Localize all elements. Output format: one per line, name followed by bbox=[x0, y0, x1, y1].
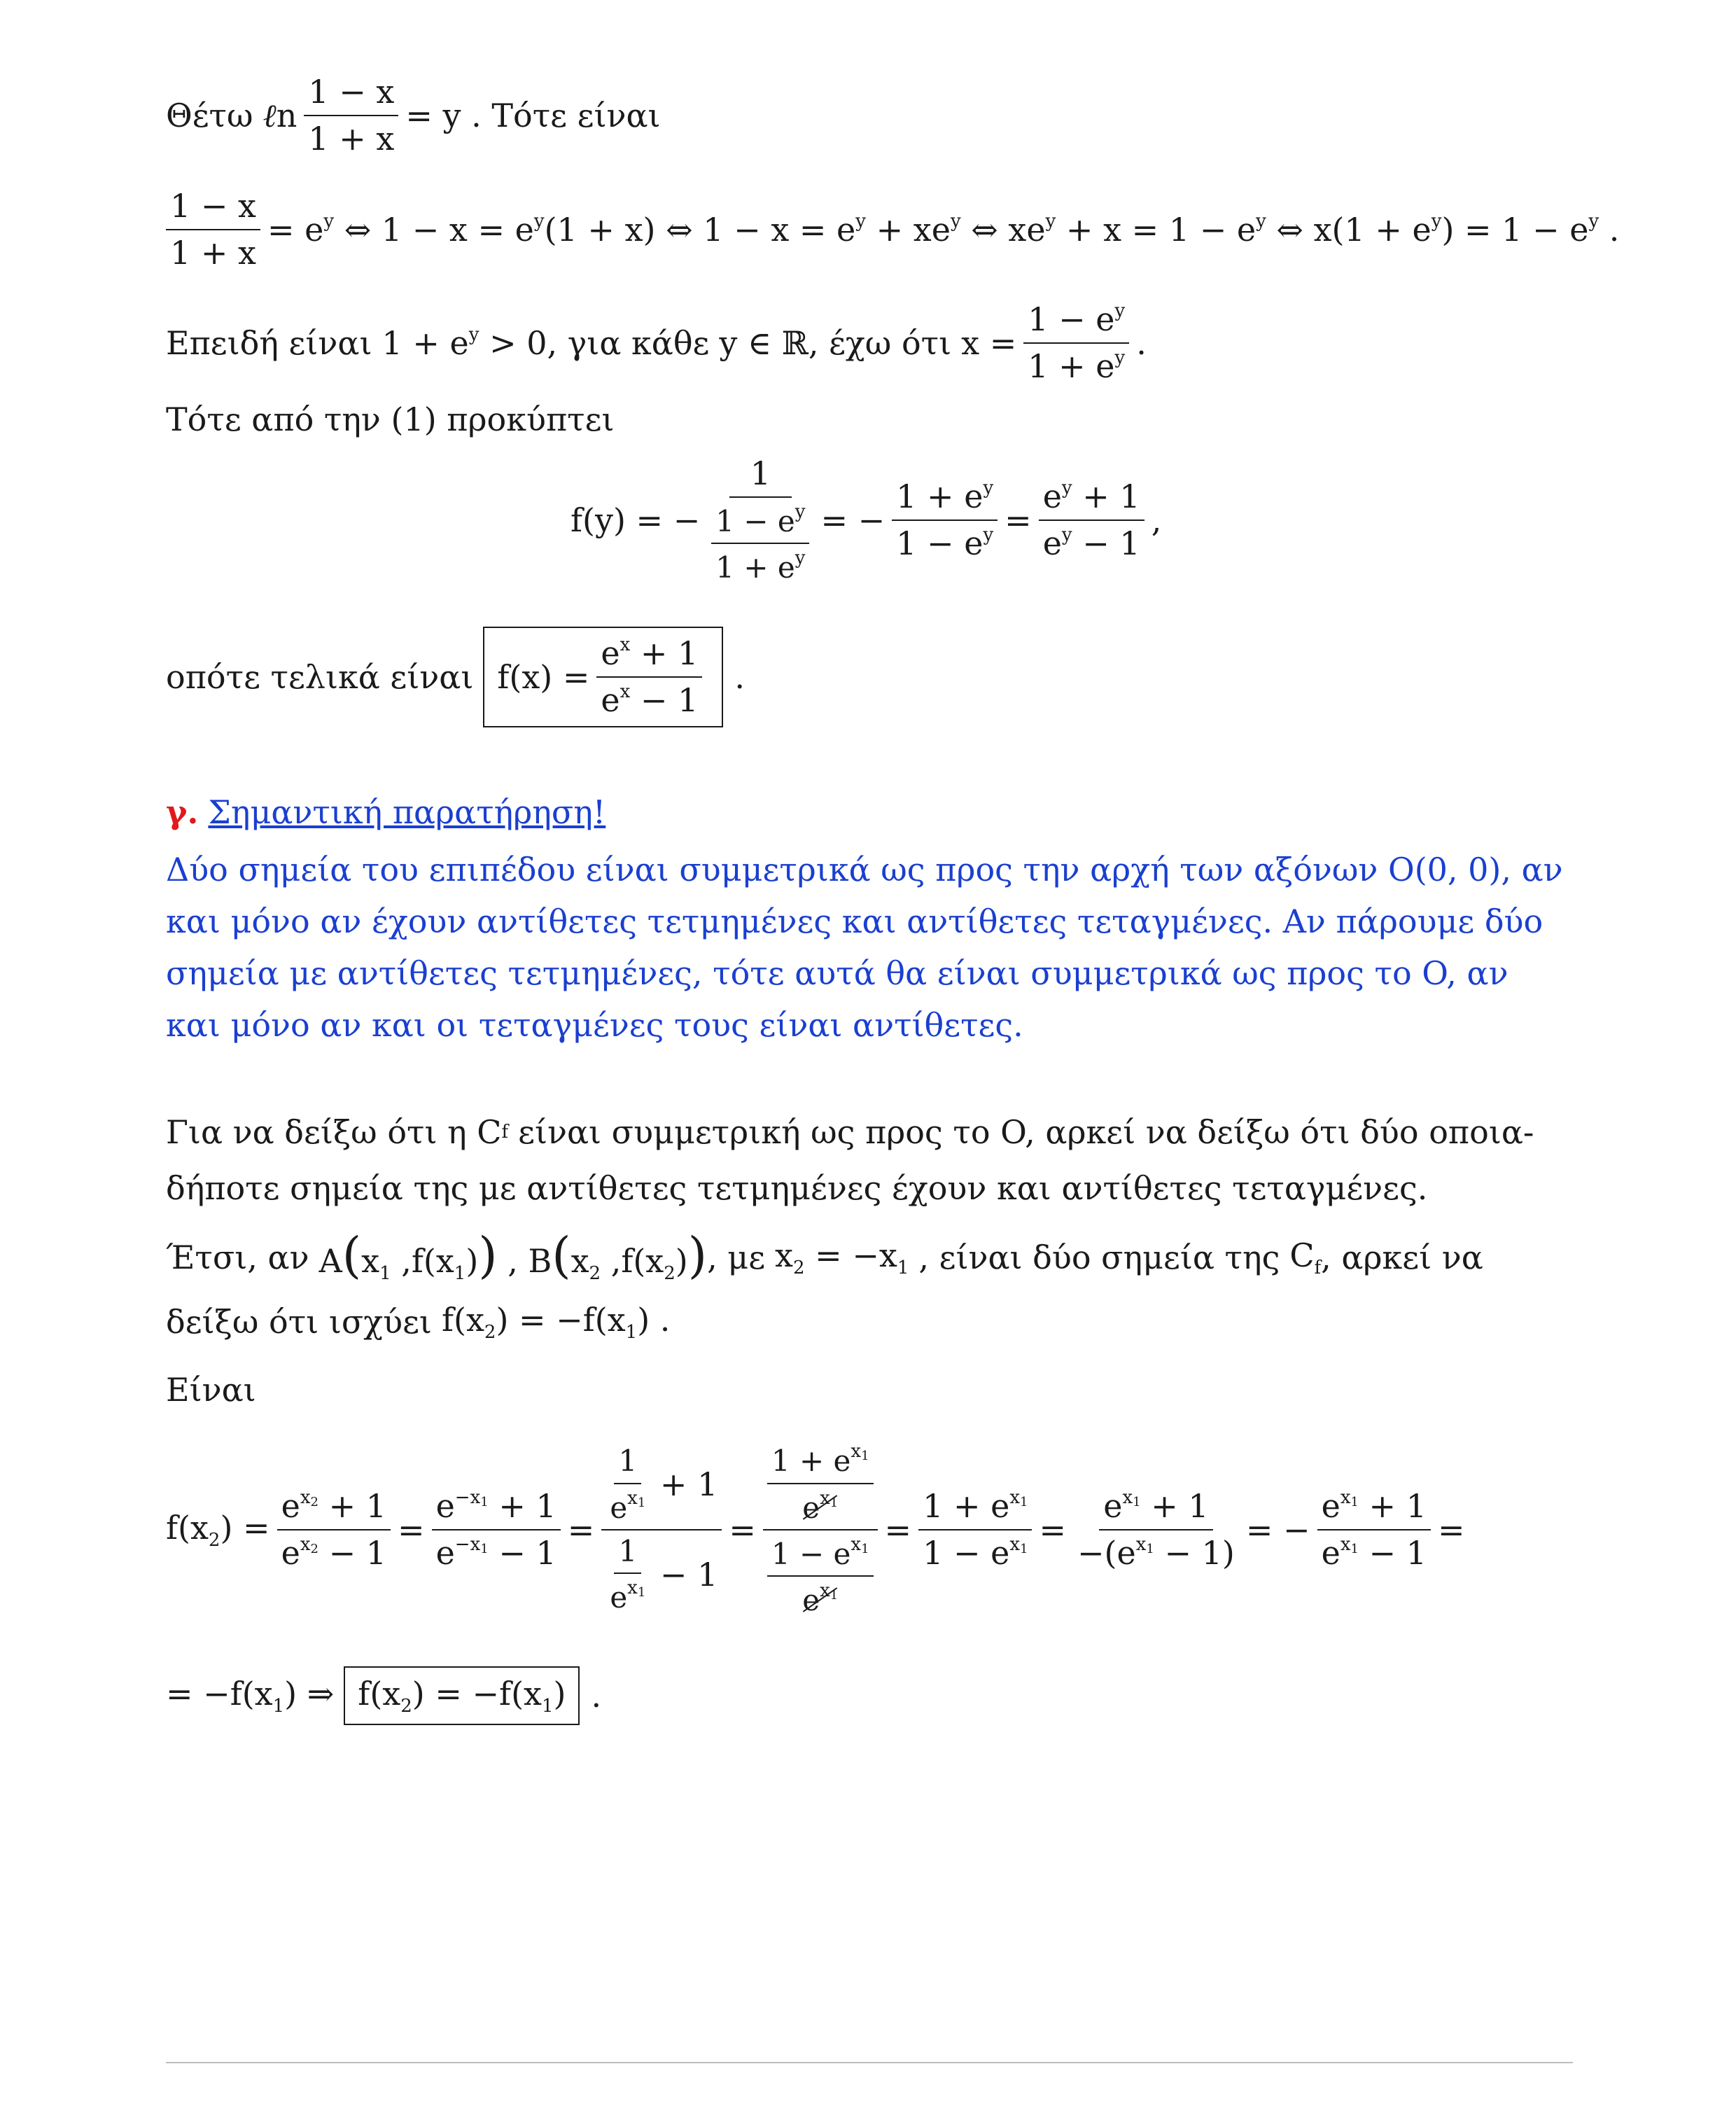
ln-symbol: ℓn bbox=[262, 96, 298, 134]
gamma-title: Σημαντική παρατήρηση! bbox=[208, 793, 606, 831]
line-proof-intro-1: Για να δείξω ότι η C f είναι συμμετρική ως προς το O, αρκεί να δείξω ότι δύο οποια- bbox=[166, 1113, 1534, 1151]
fraction-1mx-1px: $\frac{1 - x}{1 + x}$ bbox=[304, 74, 398, 158]
boxed-conclusion: $f(x_2) = -f(x_1)$ bbox=[344, 1666, 580, 1725]
text-einai: Είναι bbox=[166, 1371, 256, 1409]
frac-neg-denominator: $\frac{e^{x_1} + 1}{-(e^{x_1} - 1)}$ bbox=[1077, 1487, 1235, 1572]
text-exo-oti: , έχω ότι bbox=[808, 323, 952, 362]
equals: = bbox=[567, 1511, 595, 1549]
text-gia-kathe: , για κάθε bbox=[547, 323, 710, 362]
point-b: , $B(x_2$ $,f(x_2)$) bbox=[497, 1227, 708, 1284]
line-conclusion bbox=[166, 1666, 601, 1725]
equals: = bbox=[1039, 1511, 1067, 1549]
fraction-1mx-1px-b: $\frac{1 - x}{1 + x}$ bbox=[166, 188, 260, 272]
period: . bbox=[591, 1677, 602, 1715]
equivalence-chain: = $e^y$ ⇔ $1 - x = e^y(1 + x)$ ⇔ $1 - x = e^y + xe^y$ ⇔ $xe^y + x = 1 - e^y$ ⇔ $x(1 + e^y) = 1 - e^y$ . bbox=[267, 210, 1620, 249]
frac-ex2: $\frac{e^{x_2} + 1}{e^{x_2} - 1}$ bbox=[277, 1488, 391, 1572]
equals-minus: = − bbox=[1245, 1511, 1310, 1549]
gamma-label: γ. bbox=[166, 793, 199, 831]
text-p2b: , με bbox=[707, 1239, 766, 1276]
period: . bbox=[734, 657, 745, 696]
text-p2d: , αρκεί να bbox=[1321, 1239, 1483, 1276]
line-solve-x bbox=[166, 301, 1147, 385]
compound-fraction: $\frac{1}{\frac{1 - e^y}{1 + e^y}}$ bbox=[707, 455, 813, 585]
text-p3a: δείξω ότι ισχύει bbox=[166, 1303, 432, 1341]
frac-compound-1: $\frac{1}{e^{x_1}}$ + 1 $\frac{1}{e^{x_1}}$ − 1 bbox=[601, 1444, 722, 1615]
equals: = bbox=[729, 1511, 756, 1549]
f-x2: $f(x_2)$ = bbox=[166, 1509, 270, 1551]
text-opote: οπότε τελικά είναι bbox=[166, 657, 474, 696]
fraction-1pey-1mey: $\frac{1 + e^y}{1 - e^y}$ bbox=[892, 478, 997, 562]
fraction-x-solution: $\frac{1 - e^y}{1 + e^y}$ bbox=[1023, 301, 1129, 385]
important-note-paragraph: Δύο σημεία του επιπέδου είναι συμμετρικά ως προς την αρχή των αξόνων O(0, 0), αν και μόνο αν έχουν αντίθετες τετμημένες και αντίθετες τεταγμένες. Αν πάρουμε δύο σημεία με αντίθετες τετμημένες, τότε αυτά θα είναι συμμετρικά ως προς το O, αν και μόνο αν και οι τεταγμένες τους είναι αντίθετες. bbox=[166, 851, 1563, 1044]
line-equivalence-chain bbox=[166, 188, 1619, 272]
line-substitution bbox=[166, 74, 661, 158]
y-in-reals: y ∈ ℝ bbox=[719, 323, 808, 362]
line-proof-intro-2 bbox=[166, 1169, 1427, 1207]
cf: $C_f$ bbox=[1289, 1236, 1322, 1278]
equals: = bbox=[884, 1511, 912, 1549]
frac-simplified: $\frac{1 + e^{x_1}}{1 - e^{x_1}}$ bbox=[918, 1488, 1032, 1572]
footer-rule bbox=[166, 2062, 1573, 2063]
frac-emx1: $\frac{e^{-x_1} + 1}{e^{-x_1} - 1}$ bbox=[432, 1488, 561, 1572]
line-goal bbox=[166, 1301, 670, 1343]
text-p2a: Έτσι, αν bbox=[166, 1239, 309, 1276]
line-points-def bbox=[166, 1227, 1483, 1284]
point-a: $A(x_1$ $,f(x_1)$) bbox=[318, 1227, 498, 1284]
inequality-positive: $1 + e^y > 0$ bbox=[382, 323, 547, 362]
text-p1b: είναι συμμετρική ως προς το O, αρκεί να δείξω ότι δύο οποια- bbox=[518, 1113, 1534, 1151]
text-p1c: δήποτε σημεία της με αντίθετες τετμημένες έχουν και αντίθετες τεταγμένες. bbox=[166, 1169, 1428, 1207]
line-tote-apo bbox=[166, 400, 615, 438]
equals: = bbox=[398, 1511, 425, 1549]
frac-compound-2: $\frac{\frac{1 + e^{x_1}}{e^{x_1}}}{\frac{1 - e^{x_1}}{e^{x_1}}}$ bbox=[763, 1442, 878, 1617]
section-gamma-heading bbox=[166, 793, 606, 831]
line-einai bbox=[166, 1371, 256, 1409]
line-computation bbox=[166, 1428, 1465, 1631]
conclusion-lhs: = $-f(x_1)$ ⇒ bbox=[166, 1675, 335, 1717]
x-equals: x = bbox=[961, 323, 1017, 362]
equals: = bbox=[1438, 1511, 1465, 1549]
text-tote-apo: Τότε από την (1) προκύπτει bbox=[166, 400, 615, 438]
line-f-of-y bbox=[570, 455, 1161, 585]
period: . bbox=[1136, 323, 1147, 362]
text-theto: Θέτω bbox=[166, 96, 253, 134]
boxed-result-f: f(x) = $\frac{e^x + 1}{e^x - 1}$ bbox=[483, 627, 723, 727]
frac-final: $\frac{e^{x_1} + 1}{e^{x_1} - 1}$ bbox=[1317, 1488, 1431, 1572]
x2-eq-minus-x1: $x_2 = -x_1$ bbox=[775, 1236, 909, 1278]
f-y-lhs: f(y) = − bbox=[570, 501, 701, 539]
comma: , bbox=[1151, 501, 1162, 539]
goal-equation: $f(x_2) = -f(x_1)$ . bbox=[441, 1301, 671, 1343]
text-equals-y: = y . Τότε είναι bbox=[405, 96, 661, 134]
text-epeidi: Επειδή είναι bbox=[166, 323, 372, 362]
text-p2c: , είναι δύο σημεία της bbox=[918, 1239, 1280, 1276]
text-p1a: Για να δείξω ότι η C bbox=[166, 1113, 502, 1151]
equals: = bbox=[1004, 501, 1032, 539]
equals-minus: = − bbox=[820, 501, 886, 539]
fraction-eyp1-eym1: $\frac{e^y + 1}{e^y - 1}$ bbox=[1039, 478, 1144, 562]
line-final-f bbox=[166, 627, 745, 727]
